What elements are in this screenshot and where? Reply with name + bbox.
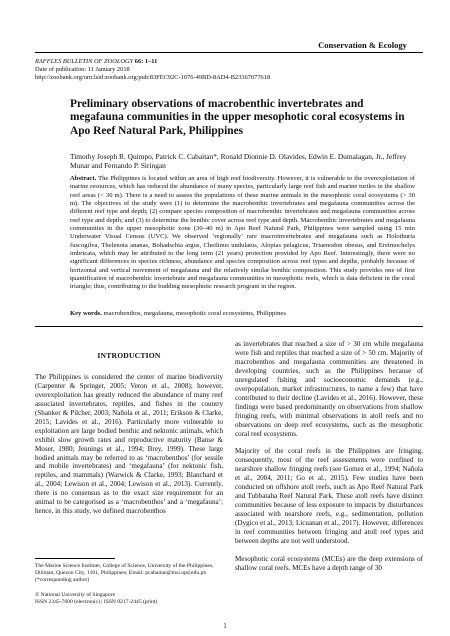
footnote-rule <box>35 558 115 559</box>
publication-date: Date of publication: 11 January 2018 <box>35 65 130 73</box>
copyright <box>35 592 220 606</box>
left-column <box>35 352 223 525</box>
author-list: Timothy Joseph R. Quimpo, Patrick C. Cabaitan*, Ronald Dionnie D. Olavides, Edwin E. Dumalagan, Jr., Jeffrey Munar and Fernando P. Siringan <box>70 152 407 171</box>
paragraph: The Philippines is considered the center of marine biodiversity (Carpenter & Springer, 2005; Veron et al., 2008); however, overexploitation has greatly reduced the abundance of many reef associated invertebrates, reptiles, and fishes in the country (Shanker & Pilcher, 2003; Nañola et al., 2011; Erikson & Clarke, 2015; Lavides et al., 2016). Particularly more vulnerable to exploitation are large bodied benthic and nektonic animals, which exhibit slow growth rates and reproductive maturity (Banse & Moser, 1980; Jennings et al., 1994; Brey, 1999). These large bodied animals may be referred to as ‘macrobenthos’ (for sessile and mobile invertebrates) and ‘megafauna’ (for nektonic fish, reptiles, and mammals) (Warwick & Clarke, 1993; Blanchard et al., 2004; Lewison et al., 2004; Lewison et al., 2013). Currently, there is no consensus as to the exact size requirement for an animal to be categorised as a ‘macrobenthos’ and a ‘megafauna’; hence, in this study, we defined macrobenthos <box>35 372 223 516</box>
abstract-rule <box>35 326 423 327</box>
abstract-body: The Philippines is located within an area of high reef biodiversity. However, it is vulnerable to the overexploitation of marine resources, which has reduced the abundance of many species, particularly large reef fish and marine turtles in the shallow reef areas (< 30 m). There is a need to assess the populations of these marine animals in the mesophotic coral ecosystems (> 30 m). The objectives of the study were (1) to determine the macrobenthic invertebrates and megafauna communities across the different reef type and depth; (2) compare species composition of macrobenthic invertebrates and megafauna communities across reef type and depth; and (3) to determine the benthic cover across reef type and depth. Macrobenthic invertebrates and megafauna communities in the upper mesophotic zone (30–40 m) in Apo Reef Natural Park, Philippines were sampled using 15 min Underwater Visual Census (UVC). We observed ‘regionally’ rare macroinvertebrates and megafauna such as Holothuria fuscogilva, Thelenota ananas, Bohadschia argus, Cheilinus undulatus, Alopias pelagicus, Triaenodon obesus, and Eretmochelys imbricata, which may be attributed to the long term (21 years) protection provided by Apo Reef. Interestingly, there were no significant differences in species richness, abundance and species composition across reef types and depths, probably because of horizontal and vertical movement of megafauna and the relatively similar benthic composition. This study provides one of first quantification of macrobenthic invertebrate and megafauna communities in mesophotic reefs, which is data deficient in the coral triangle; thus, contributing to the budding mesophotic research program in the region. <box>70 175 415 291</box>
journal-name: RAFFLES BULLETIN OF ZOOLOGY <box>35 58 134 65</box>
paragraph: as invertebrates that reached a size of > 30 cm while megafauna were fish and reptiles that reached a size of > 50 cm. Majority of macrobenthos and megafauna communities are threatened in developing countries, such as the Philippines because of unregulated fishing and socioeconomic demands (e.g., overpopulation, market infrastructures, to name a few) that have contributed to their decline (Lavides et al., 2016). However, these findings were based predominantly on observations from shallow fringing reefs, with minimal observations in atoll reefs and no observations on deep reef ecosystems, such as the mesophotic coral reef ecosystems. <box>235 340 423 438</box>
issn-line: ISSN 2345-7600 (electronic) | ISSN 0217-2445 (print) <box>35 598 158 605</box>
page-number: 1 <box>223 622 227 630</box>
abstract-label: Abstract. <box>70 175 97 182</box>
keywords-label: Key words. <box>70 310 102 317</box>
section-tag: Conservation & Ecology <box>318 40 407 50</box>
abstract <box>70 175 415 292</box>
keywords-body: macrobenthos, megafauna, mesophotic coral ecosystems, Philippines <box>103 310 286 317</box>
section-heading: INTRODUCTION <box>97 351 161 360</box>
paragraph: Majority of the coral reefs in the Philippines are fringing, consequently, most of the reef assessments were confined to nearshore shallow fringing reefs (see Gomez et al., 1994; Nañola et al., 2004, 2011; Go et al., 2015). Few studies have been conducted on offshore atoll reefs, such as Apo Reef Natural Park and Tubbataha Reef Natural Park. These atoll reefs have distinct communities because of less exposure to impacts by disturbances associated with nearshore reefs, e.g., sedimentation, pollution (Dygico et al., 2013; Licuanan et al., 2017). However, differences in reef communities between fringing and atoll reef types and between depths are not well understood. <box>235 447 423 546</box>
journal-volume: 66: 1–11 <box>134 58 158 65</box>
footnote: The Marine Science Institute, College of Science, University of the Philippines, Diliman, Quezon City, 1101, Philippines; Email: pcabaitan@msi.upd.edu.ph (*corresponding author) <box>35 563 214 583</box>
header-rule <box>35 52 423 53</box>
right-column <box>235 340 423 582</box>
copyright-line: © National University of Singapore <box>35 592 116 598</box>
keywords <box>70 310 415 317</box>
zoobank-url[interactable]: http://zoobank.org/urn:lsid:zoobank.org:pub:83FEC92C-1076-49BD-8AD4-B23367077618 <box>35 73 271 81</box>
paper-title: Preliminary observations of macrobenthic invertebrates and megafauna communities in the upper mesophotic coral ecosystems in Apo Reef Natural Park, Philippines <box>70 98 405 137</box>
paragraph: Mesophotic coral ecosystems (MCEs) are the deep extensions of shallow coral reefs. MCEs have a depth range of 30 <box>235 554 423 572</box>
journal-info <box>35 58 425 81</box>
